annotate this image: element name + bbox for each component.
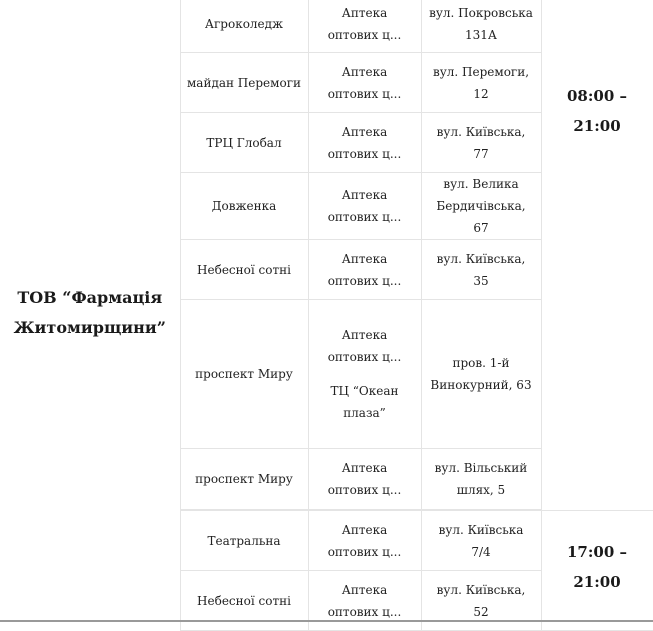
address-cell: вул. Київська, 77 — [421, 113, 541, 173]
location-cell: Небесної сотні — [180, 571, 308, 631]
location-cell: ТРЦ Глобал — [180, 113, 308, 173]
table-row — [0, 0, 653, 53]
location-cell: Довженка — [180, 173, 308, 240]
address-cell: вул. Велика Бердичівська, 67 — [421, 173, 541, 240]
pharmacy-cell: Аптека оптових ц... — [308, 449, 421, 510]
pharmacy-cell: Аптека оптових ц... — [308, 53, 421, 113]
address-cell: вул. Київська, 52 — [421, 571, 541, 631]
pharmacy-cell: Аптека оптових ц... — [308, 0, 421, 53]
pharmacy-cell: Аптека оптових ц... — [308, 511, 421, 571]
company-name: ТОВ “Фармація Житомирщини” — [0, 0, 180, 631]
pharmacy-cell: Аптека оптових ц... — [308, 173, 421, 240]
location-cell: проспект Миру — [180, 300, 308, 449]
pharmacy-cell: Аптека оптових ц... — [308, 240, 421, 300]
location-cell: проспект Миру — [180, 449, 308, 510]
working-hours: 08:00 – 21:00 — [541, 0, 653, 511]
location-cell: Театральна — [180, 511, 308, 571]
location-cell: Агроколедж — [180, 0, 308, 53]
location-cell: Небесної сотні — [180, 240, 308, 300]
address-cell: вул. Київська 7/4 — [421, 511, 541, 571]
address-cell: вул. Київська, 35 — [421, 240, 541, 300]
location-cell: майдан Перемоги — [180, 53, 308, 113]
address-cell: вул. Покровська 131А — [421, 0, 541, 53]
pharmacy-cell: Аптека оптових ц... — [308, 571, 421, 631]
pharmacy-cell: Аптека оптових ц... ТЦ “Океан плаза” — [308, 300, 421, 449]
page-bottom-divider — [0, 620, 653, 622]
address-cell: вул. Вільський шлях, 5 — [421, 449, 541, 510]
address-cell: вул. Перемоги, 12 — [421, 53, 541, 113]
working-hours: 17:00 – 21:00 — [541, 511, 653, 631]
pharmacy-cell: Аптека оптових ц... — [308, 113, 421, 173]
address-cell: пров. 1-й Винокурний, 63 — [421, 300, 541, 449]
